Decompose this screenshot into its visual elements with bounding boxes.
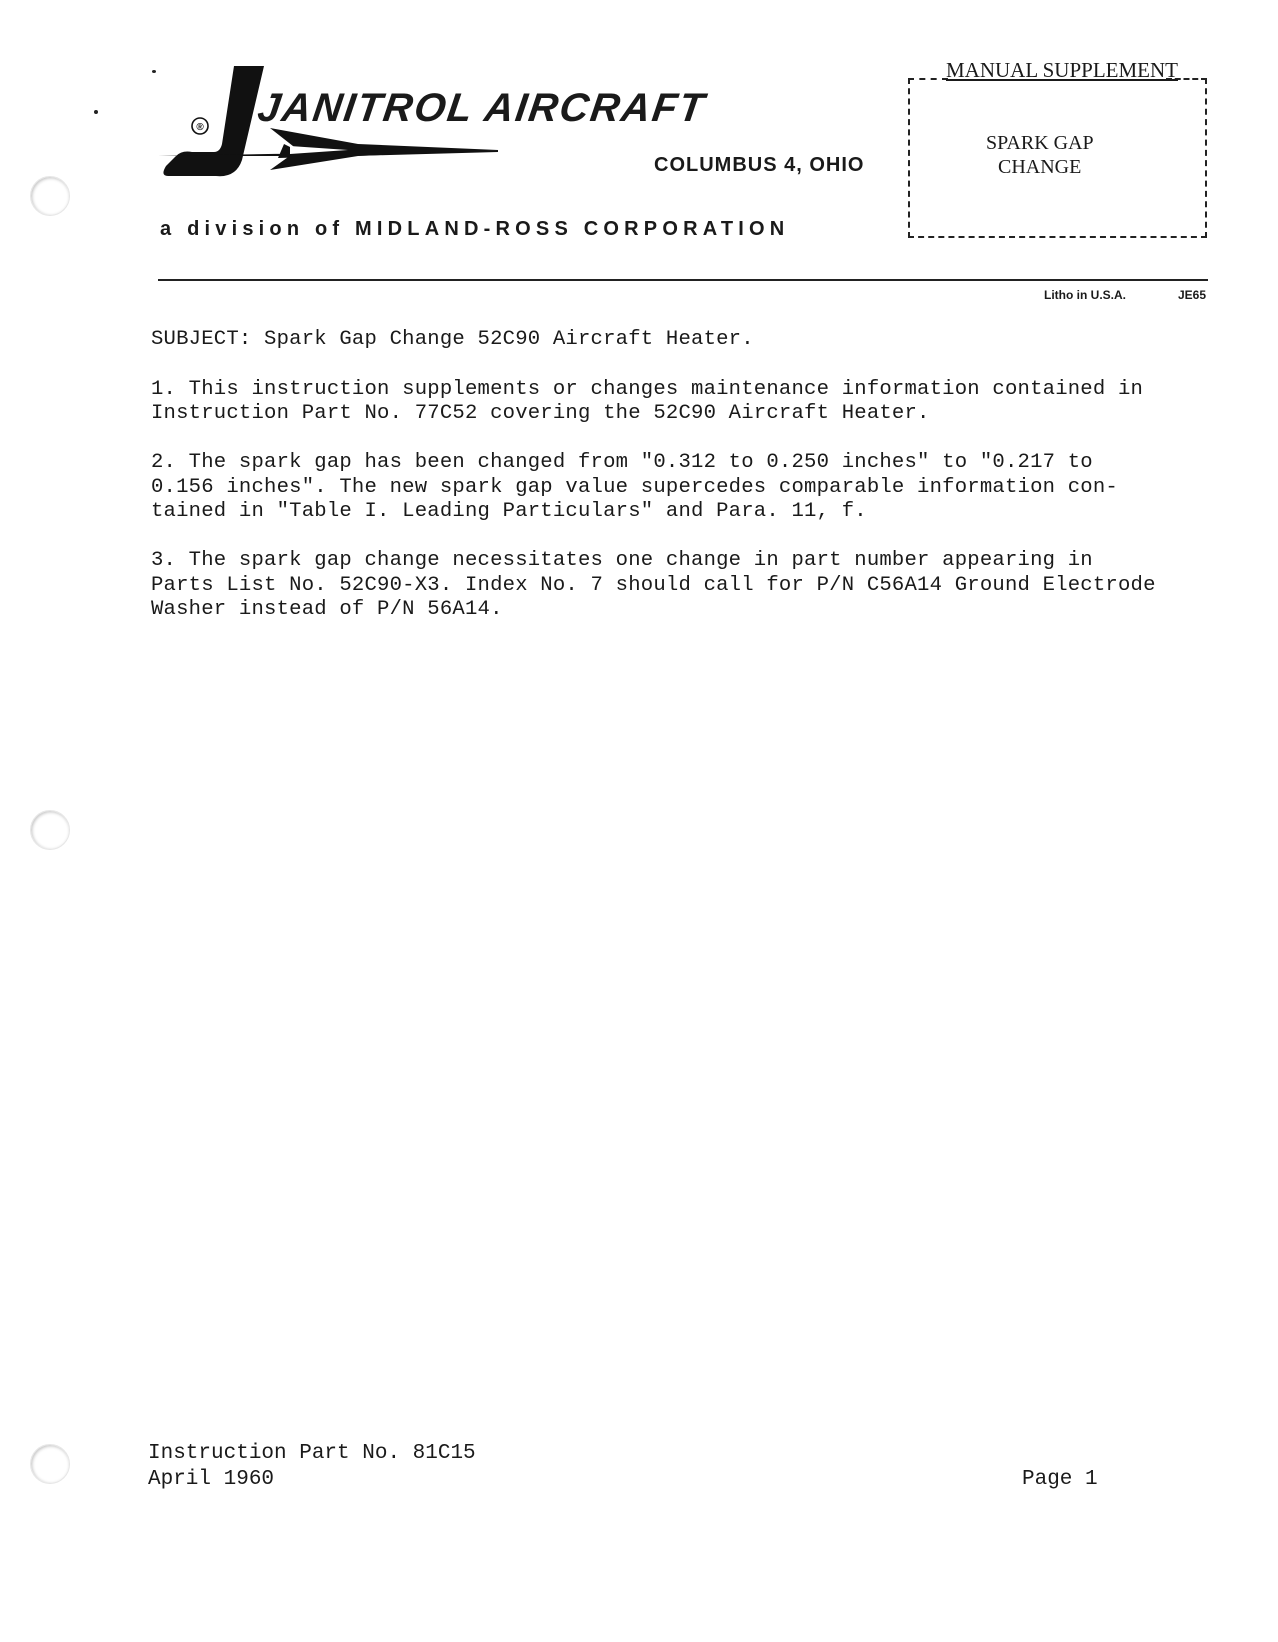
document-date: April 1960 xyxy=(148,1468,275,1491)
registered-mark: ® xyxy=(196,122,204,133)
punch-hole xyxy=(30,1444,70,1484)
company-division: a division of MIDLAND-ROSS CORPORATION xyxy=(160,218,790,240)
punch-hole xyxy=(30,176,70,216)
paragraph-line: 3. The spark gap change necessitates one change in part number appearing in xyxy=(151,549,1093,572)
supplement-heading: MANUAL SUPPLEMENT xyxy=(946,58,1178,82)
company-location: COLUMBUS 4, OHIO xyxy=(654,154,865,176)
paragraph-line: Parts List No. 52C90-X3. Index No. 7 should call for P/N C56A14 Ground Electrode xyxy=(151,574,1156,597)
speck xyxy=(94,110,98,114)
print-code: JE65 xyxy=(1178,288,1207,302)
speck xyxy=(152,70,156,73)
punch-hole xyxy=(30,810,70,850)
header-rule xyxy=(158,279,1208,281)
supplement-title-line: CHANGE xyxy=(998,156,1082,178)
page-number: Page 1 xyxy=(1022,1468,1098,1491)
subject-line: SUBJECT: Spark Gap Change 52C90 Aircraft Heater. xyxy=(151,328,754,351)
paragraph-line: 1. This instruction supplements or changes maintenance information contained in xyxy=(151,378,1144,401)
paragraph-line: 0.156 inches". The new spark gap value supercedes comparable information con- xyxy=(151,476,1118,499)
paragraph-line: Instruction Part No. 77C52 covering the 52C90 Aircraft Heater. xyxy=(151,402,930,425)
paragraph-line: tained in "Table I. Leading Particulars" and Para. 11, f. xyxy=(151,500,867,523)
print-note: Litho in U.S.A. xyxy=(1044,288,1126,302)
instruction-part-number: Instruction Part No. 81C15 xyxy=(148,1442,476,1465)
supplement-title-line: SPARK GAP xyxy=(986,132,1094,154)
company-name: JANITROL AIRCRAFT xyxy=(254,86,709,130)
paragraph-line: 2. The spark gap has been changed from "0.312 to 0.250 inches" to "0.217 to xyxy=(151,451,1093,474)
paragraph-line: Washer instead of P/N 56A14. xyxy=(151,598,503,621)
